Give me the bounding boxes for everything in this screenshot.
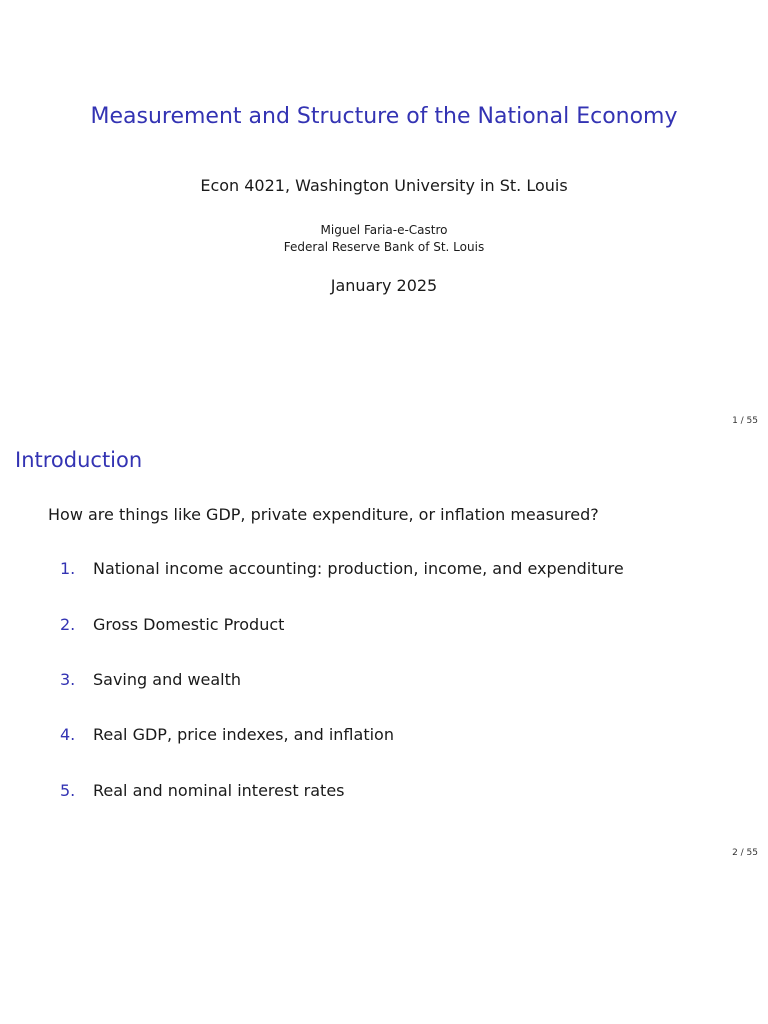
list-item-number: 4. [60,725,76,744]
author-name: Miguel Faria-e-Castro [320,223,448,237]
list-item-number: 3. [60,670,76,689]
list-item-text: National income accounting: production, income, and expenditure [93,559,624,578]
list-item-text: Saving and wealth [93,670,242,689]
list-item [60,615,284,634]
frame-title: Introduction [15,448,143,472]
intro-question: How are things like GDP, private expenditure, or inflation measured? [48,505,599,524]
list-item [60,559,624,578]
list-item-number: 5. [60,781,76,800]
list-item-number: 2. [60,615,76,634]
author-block [0,222,768,256]
page-number: 1 / 55 [732,416,758,426]
page-number: 2 / 55 [732,848,758,858]
introduction-slide [0,432,768,864]
list-item [60,725,394,744]
presentation-date: January 2025 [330,276,438,295]
author-affiliation: Federal Reserve Bank of St. Louis [283,240,485,254]
list-item-text: Real and nominal interest rates [93,781,345,800]
list-item [60,781,345,800]
presentation-title: Measurement and Structure of the National Economy [90,104,678,129]
list-item [60,670,241,689]
list-item-text: Real GDP, price indexes, and inflation [93,725,394,744]
course-subtitle: Econ 4021, Washington University in St. Louis [200,176,568,195]
list-item-number: 1. [60,559,76,578]
title-slide [0,0,768,432]
list-item-text: Gross Domestic Product [93,615,285,634]
